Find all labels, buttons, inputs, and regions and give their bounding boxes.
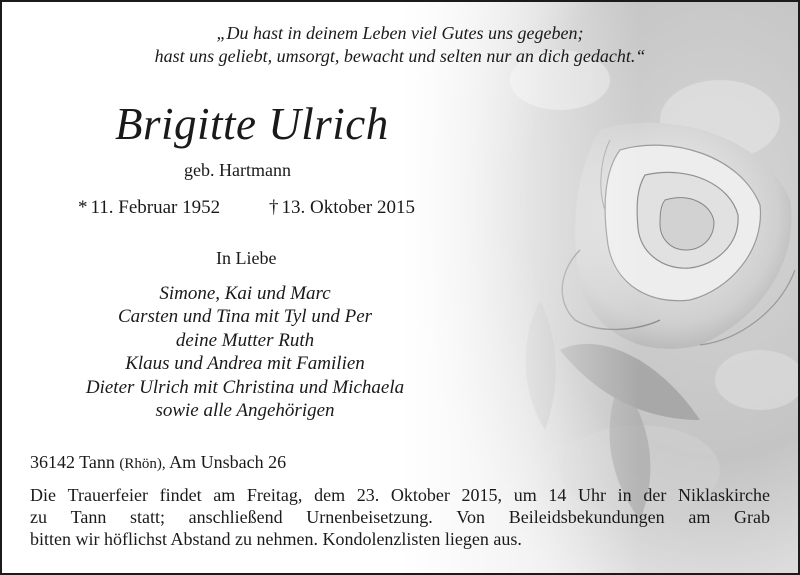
service-word: um [513,485,537,505]
service-word: statt; [130,507,166,527]
service-word: 2015, [461,485,503,505]
mourner-line: deine Mutter Ruth [175,329,315,351]
birth-date-line [78,197,220,219]
quote-line: „Du hast in deinem Leben viel Gutes uns gegeben; [216,23,584,43]
service-word: Grab [733,507,770,527]
service-word: Freitag, [246,485,303,505]
service-word: Beileidsbekundungen [508,507,665,527]
maiden-name: geb. Hartmann [184,160,291,180]
service-line [30,484,770,506]
service-word: anschließend [188,507,283,527]
service-word: 23. [356,485,380,505]
in-love-label: In Liebe [216,248,277,268]
service-word: der [643,485,667,505]
address-region: (Rhön), [119,456,166,472]
birth-star-icon: * [78,197,88,218]
mourners-list [30,282,460,422]
service-word: dem [314,485,346,505]
service-line [30,506,770,528]
service-word: Von [456,507,486,527]
address-postcode-city: 36142 Tann [30,452,115,472]
address-street: Am Unsbach 26 [169,452,287,472]
birth-date: 11. Februar 1952 [90,197,221,218]
mourner-line: Carsten und Tina mit Tyl und Per [117,306,373,328]
mourner-line: sowie alle Angehörigen [155,400,335,422]
mourner-line: Klaus und Andrea mit Familien [125,353,365,375]
service-word: Niklaskirche [677,485,770,505]
service-word: Uhr [578,485,607,505]
mourner-line: Dieter Ulrich mit Christina und Michaela [85,376,405,398]
memorial-quote [0,22,800,68]
service-word: am [688,507,711,527]
service-word: findet [159,485,202,505]
service-word: zu [30,507,47,527]
service-word: Trauerfeier [67,485,148,505]
mourner-address [30,452,286,473]
mourner-line: Simone, Kai und Marc [159,283,331,304]
deceased-name: Brigitte Ulrich [115,99,389,149]
service-word: Urnenbeisetzung. [306,507,433,527]
service-line: bitten wir höflichst Abstand zu nehmen. Kondolenzlisten liegen aus. [30,529,522,549]
service-word: in [617,485,632,505]
service-word: 14 [548,485,567,505]
service-word: Tann [70,507,107,527]
death-date: 13. Oktober 2015 [281,197,416,218]
death-cross-icon: † [269,197,279,218]
service-word: Oktober [390,485,450,505]
funeral-service-text [30,484,770,550]
service-word: Die [30,485,56,505]
quote-line: hast uns geliebt, umsorgt, bewacht und selten nur an dich gedacht.“ [154,46,646,66]
death-date-line [269,197,415,219]
service-word: am [213,485,236,505]
